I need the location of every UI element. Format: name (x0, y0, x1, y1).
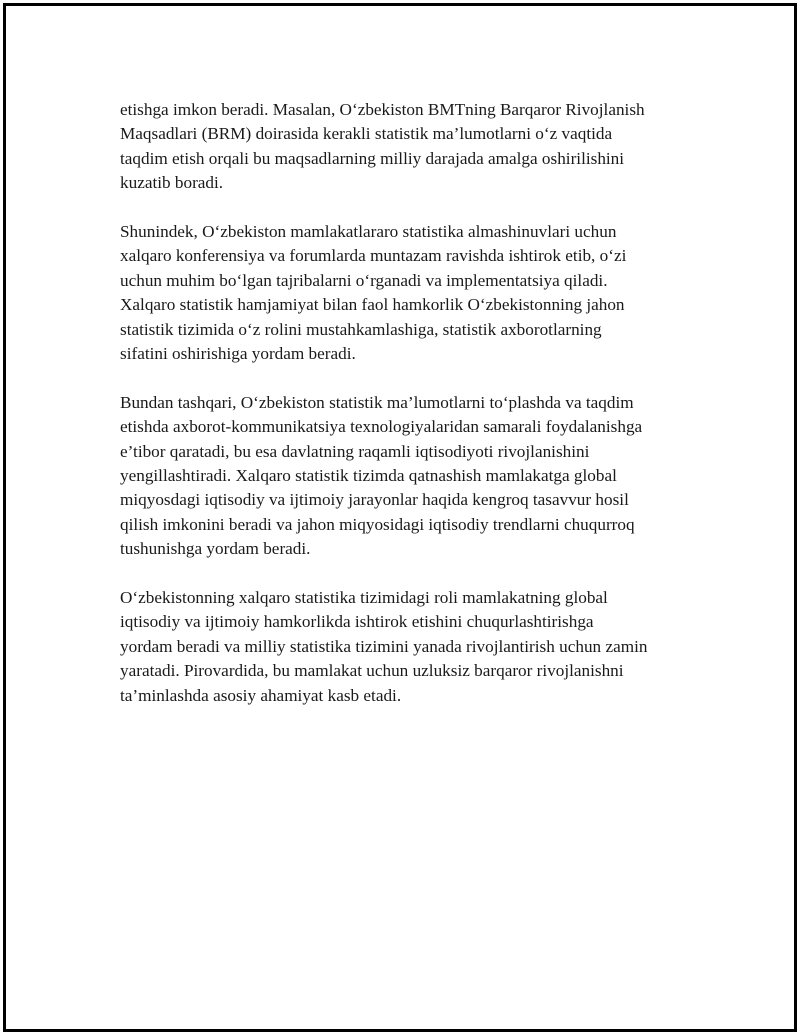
text-line: xalqaro konferensiya va forumlarda muntazam ravishda ishtirok etib, o‘zi (120, 246, 627, 266)
text-line: e’tibor qaratadi, bu esa davlatning raqamli iqtisodiyoti rivojlanishini (120, 441, 590, 461)
document-page (3, 3, 797, 1032)
text-line: yengillashtiradi. Xalqaro statistik tizimda qatnashish mamlakatga global (120, 466, 617, 486)
text-line: yordam beradi va milliy statistika tizimini yanada rivojlantirish uchun zamin (120, 636, 648, 656)
text-line: etishda axborot-kommunikatsiya texnologiyalaridan samarali foydalanishga (120, 417, 643, 437)
paragraph-2 (120, 220, 700, 366)
text-line: Xalqaro statistik hamjamiyat bilan faol hamkorlik O‘zbekistonning jahon (120, 295, 625, 315)
text-line: uchun muhim bo‘lgan tajribalarni o‘rganadi va implementatsiya qiladi. (120, 270, 608, 290)
text-line: statistik tizimida o‘z rolini mustahkamlashiga, statistik axborotlarning (120, 319, 602, 339)
text-line: qilish imkonini beradi va jahon miqyosidagi iqtisodiy trendlarni chuqurroq (120, 514, 635, 534)
text-line: iqtisodiy va ijtimoiy hamkorlikda ishtirok etishini chuqurlashtirishga (120, 612, 594, 632)
text-line: sifatini oshirishiga yordam beradi. (120, 344, 356, 364)
paragraph-1 (120, 98, 700, 196)
text-line: Bundan tashqari, O‘zbekiston statistik ma’lumotlarni to‘plashda va taqdim (120, 392, 634, 412)
text-line: kuzatib boradi. (120, 173, 224, 193)
text-line: etishga imkon beradi. Masalan, O‘zbekiston BMTning Barqaror Rivojlanish (120, 100, 645, 119)
paragraph-3 (120, 391, 700, 562)
text-line: taqdim etish orqali bu maqsadlarning milliy darajada amalga oshirilishini (120, 148, 625, 168)
text-line: Shunindek, O‘zbekiston mamlakatlararo statistika almashinuvlari uchun (120, 222, 617, 242)
text-line: tushunishga yordam beradi. (120, 539, 311, 559)
paragraph-4 (120, 586, 700, 708)
text-line: ta’minlashda asosiy ahamiyat kasb etadi. (120, 685, 402, 705)
text-line: yaratadi. Pirovardida, bu mamlakat uchun uzluksiz barqaror rivojlanishni (120, 661, 624, 681)
text-line: miqyosdagi iqtisodiy va ijtimoiy jarayonlar haqida kengroq tasavvur hosil (120, 490, 629, 510)
document-body (120, 98, 700, 733)
text-line: Maqsadlari (BRM) doirasida kerakli statistik ma’lumotlarni o‘z vaqtida (120, 124, 613, 144)
text-line: O‘zbekistonning xalqaro statistika tizimidagi roli mamlakatning global (120, 588, 608, 608)
